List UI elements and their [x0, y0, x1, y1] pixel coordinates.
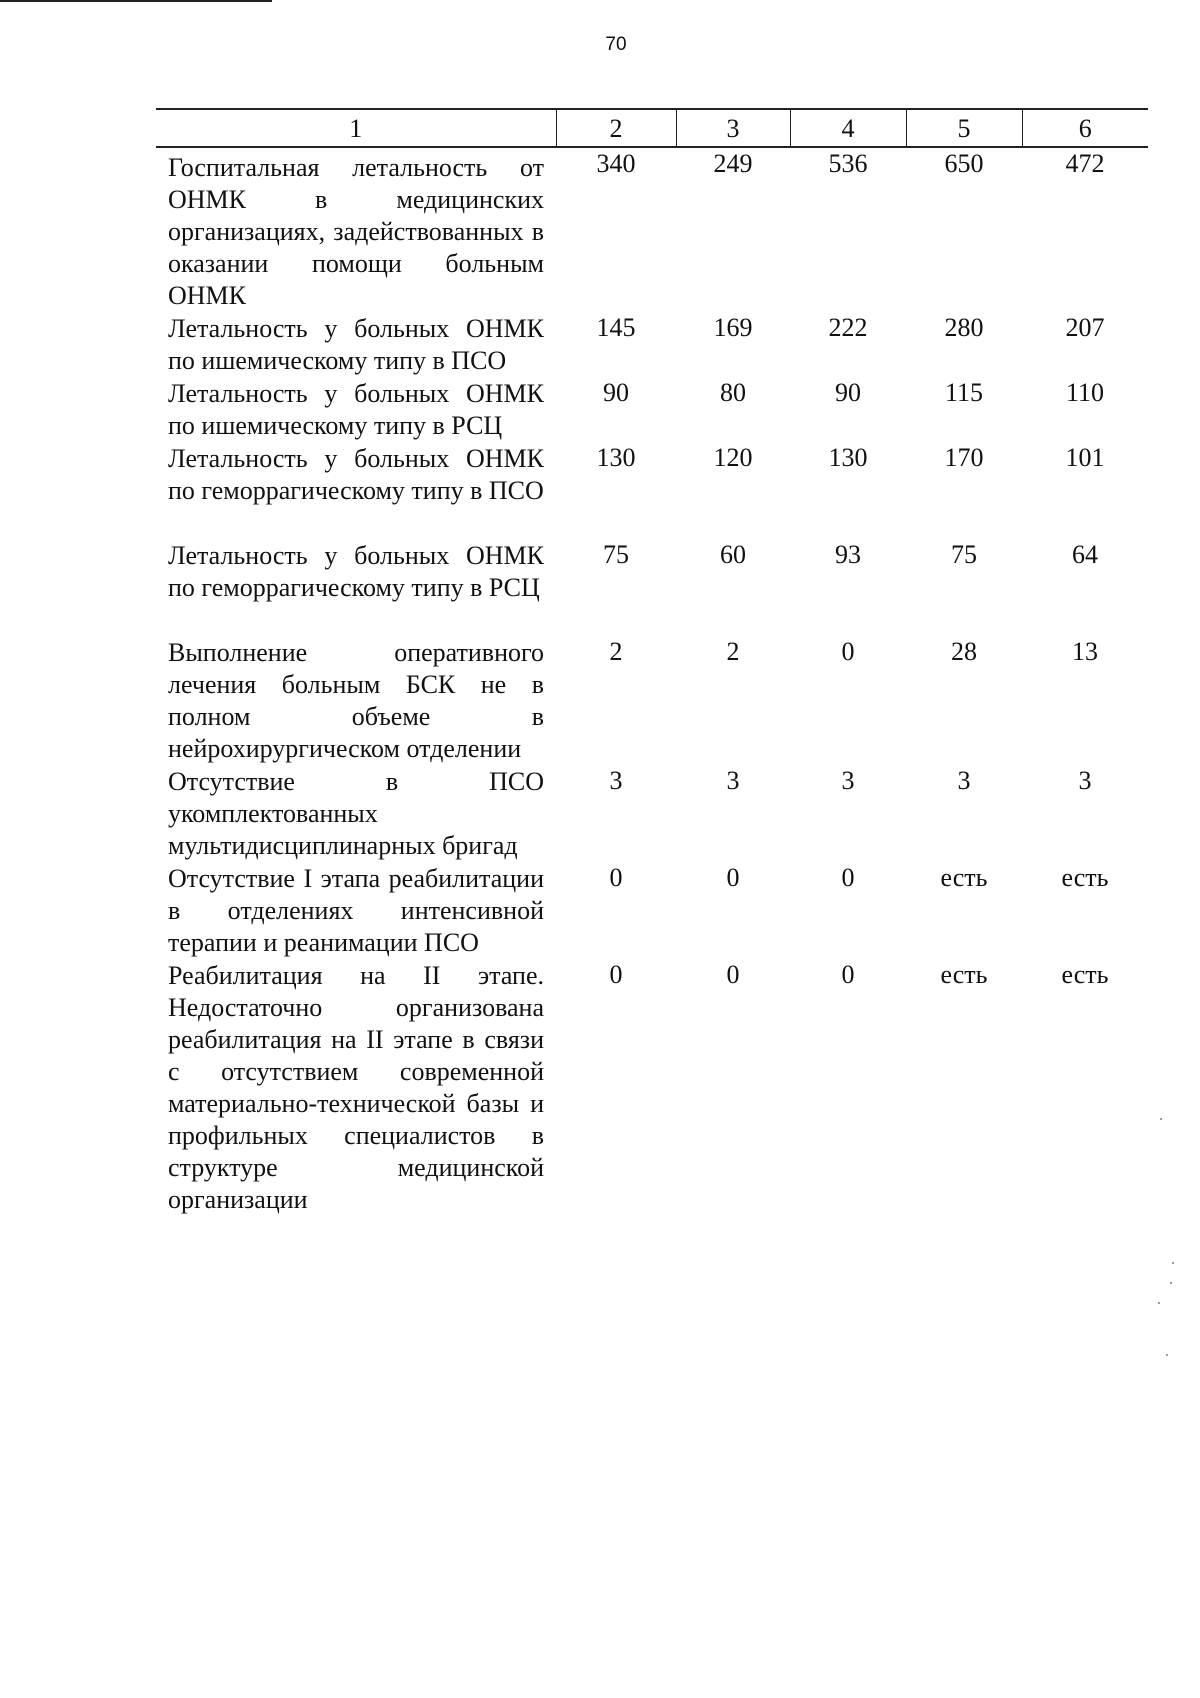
- row-value: 169: [713, 313, 753, 342]
- row-value: 80: [720, 378, 746, 407]
- row-value: 222: [828, 313, 868, 342]
- table-row: [156, 312, 1148, 377]
- row-value: 170: [944, 443, 984, 472]
- row-value: 0: [609, 863, 623, 892]
- row-value: 90: [603, 378, 629, 407]
- table-row: [156, 539, 1148, 636]
- row-value: 130: [828, 443, 868, 472]
- row-value: 0: [841, 637, 855, 666]
- row-label: Летальность у больных ОНМК по геморрагическому типу в ПСО: [168, 444, 544, 505]
- column-header-5: 5: [906, 109, 1022, 147]
- row-value: 0: [609, 960, 623, 989]
- scan-speck: [1160, 1118, 1162, 1120]
- column-header-1: 1: [156, 109, 556, 147]
- row-value: 0: [841, 863, 855, 892]
- row-value: 3: [726, 766, 740, 795]
- row-value: 3: [841, 766, 855, 795]
- row-value: 280: [944, 313, 984, 342]
- row-value: 2: [726, 637, 740, 666]
- row-value: 2: [609, 637, 623, 666]
- row-value: 3: [609, 766, 623, 795]
- row-label: Госпитальная летальность от ОНМК в медицинских организациях, задействованных в оказании помощи больным ОНМК: [168, 153, 544, 310]
- scan-speck: [1170, 1282, 1172, 1284]
- row-value: есть: [940, 863, 988, 892]
- row-value: 28: [951, 637, 977, 666]
- column-header-3: 3: [676, 109, 790, 147]
- row-label: Летальность у больных ОНМК по геморрагическому типу в РСЦ: [168, 541, 544, 602]
- row-value: 120: [713, 443, 753, 472]
- row-value: 115: [944, 378, 984, 407]
- row-value: 340: [596, 149, 636, 178]
- row-value: 3: [1078, 766, 1092, 795]
- table-row: [156, 636, 1148, 765]
- row-value: 145: [596, 313, 636, 342]
- table-row: [156, 959, 1148, 1216]
- row-label: Летальность у больных ОНМК по ишемическому типу в ПСО: [168, 314, 544, 375]
- page-number: 70: [605, 34, 627, 55]
- row-label: Отсутствие в ПСО укомплектованных мультидисциплинарных бригад: [168, 767, 544, 860]
- row-value: 13: [1072, 637, 1098, 666]
- row-value: 110: [1065, 378, 1105, 407]
- row-value: 472: [1065, 149, 1105, 178]
- table-header-row: [156, 109, 1148, 147]
- row-value: 93: [835, 540, 861, 569]
- scan-edge-line: [0, 0, 272, 2]
- scan-speck: [1172, 1262, 1174, 1264]
- row-value: 0: [726, 863, 740, 892]
- table-row: [156, 765, 1148, 862]
- row-label: Реабилитация на II этапе. Недостаточно организована реабилитация на II этапе в связи с отсутствием современной материально-технической базы и профильных специалистов в структуре медицинской организации: [168, 961, 544, 1214]
- row-value: есть: [940, 960, 988, 989]
- row-value: 75: [951, 540, 977, 569]
- table-row: [156, 147, 1148, 312]
- table-row: [156, 862, 1148, 959]
- row-value: 130: [596, 443, 636, 472]
- row-value: 0: [841, 960, 855, 989]
- row-value: 650: [944, 149, 984, 178]
- row-value: 207: [1065, 313, 1105, 342]
- row-value: 0: [726, 960, 740, 989]
- row-label: Летальность у больных ОНМК по ишемическому типу в РСЦ: [168, 379, 544, 440]
- row-value: 60: [720, 540, 746, 569]
- column-header-4: 4: [790, 109, 906, 147]
- row-value: 536: [828, 149, 868, 178]
- scan-speck: [1158, 1302, 1160, 1304]
- row-value: 249: [713, 149, 753, 178]
- row-value: 90: [835, 378, 861, 407]
- column-header-2: 2: [556, 109, 676, 147]
- table-row: [156, 442, 1148, 539]
- row-value: 75: [603, 540, 629, 569]
- row-value: 101: [1065, 443, 1105, 472]
- row-value: 64: [1072, 540, 1098, 569]
- scan-speck: [1166, 1354, 1168, 1356]
- table-row: [156, 377, 1148, 442]
- row-label: Выполнение оперативного лечения больным БСК не в полном объеме в нейрохирургическом отделении: [168, 638, 544, 763]
- row-value: есть: [1061, 863, 1109, 892]
- data-table: [156, 108, 1148, 1216]
- row-value: есть: [1061, 960, 1109, 989]
- column-header-6: 6: [1022, 109, 1148, 147]
- row-value: 3: [957, 766, 971, 795]
- row-label: Отсутствие I этапа реабилитации в отделениях интенсивной терапии и реанимации ПСО: [168, 864, 544, 957]
